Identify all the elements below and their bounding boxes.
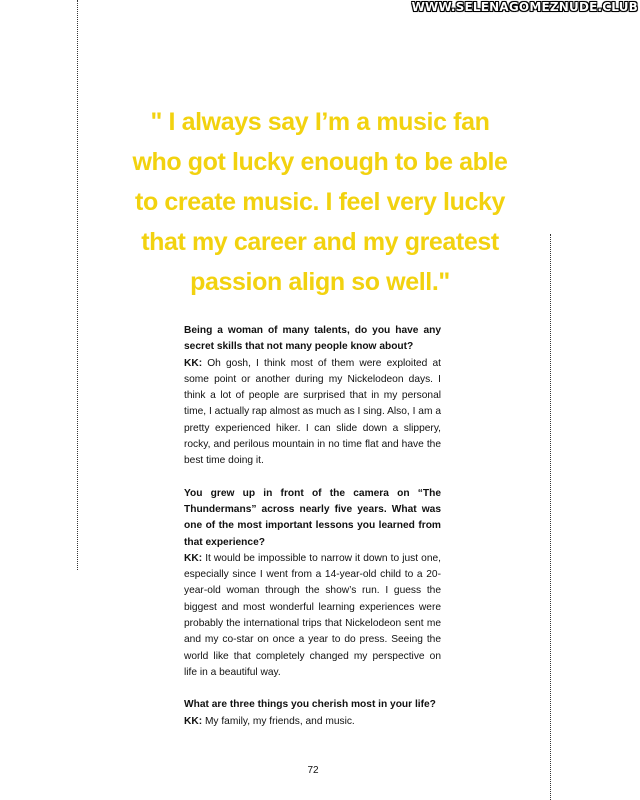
pull-quote [100,102,540,302]
interview-body [184,323,441,746]
interview-question: What are three things you cherish most in your life? [184,699,436,711]
pull-quote-line: that my career and my greatest [141,228,499,256]
interview-answer: Oh gosh, I think most of them were exploited at some point or another during my Nickelodeon days. I think a lot of people are surprised that in my personal time, I actually rap almost as much as I sing. Also, I am a pretty experienced hiker. I can slide down a slippery, rocky, and perilous mountain in no time flat and have the best time doing it. [184,357,441,467]
right-dotted-rule [550,234,551,800]
pull-quote-line: to create music. I feel very lucky [135,188,505,216]
qa-block [184,697,441,730]
speaker-label: KK: [184,357,203,369]
pull-quote-line: passion align so well." [190,268,450,296]
qa-block [184,486,441,682]
page-number: 72 [307,765,319,776]
pull-quote-line: " I always say I’m a music fan [150,108,490,136]
pull-quote-line: who got lucky enough to be able [132,148,508,176]
interview-question: You grew up in front of the camera on “The Thundermans” across nearly five years. What was one of the most important lessons you learned from that experience? [184,487,441,548]
speaker-label: KK: [184,715,203,727]
left-dotted-rule [77,0,78,570]
interview-answer: It would be impossible to narrow it down to just one, especially since I went from a 14-year-old child to a 20-year-old woman through the show’s run. I guess the biggest and most wonderful learning experiences were probably the international trips that Nickelodeon sent me and my co-star on once a year to do press. Seeing the world like that completely changed my perspective on life in a beautiful way. [184,552,441,678]
interview-question: Being a woman of many talents, do you have any secret skills that not many people know about? [184,325,441,353]
watermark-text: WWW.SELENAGOMEZNUDE.CLUB [411,0,638,14]
qa-block [184,323,441,470]
interview-answer: My family, my friends, and music. [202,715,355,727]
speaker-label: KK: [184,552,203,564]
